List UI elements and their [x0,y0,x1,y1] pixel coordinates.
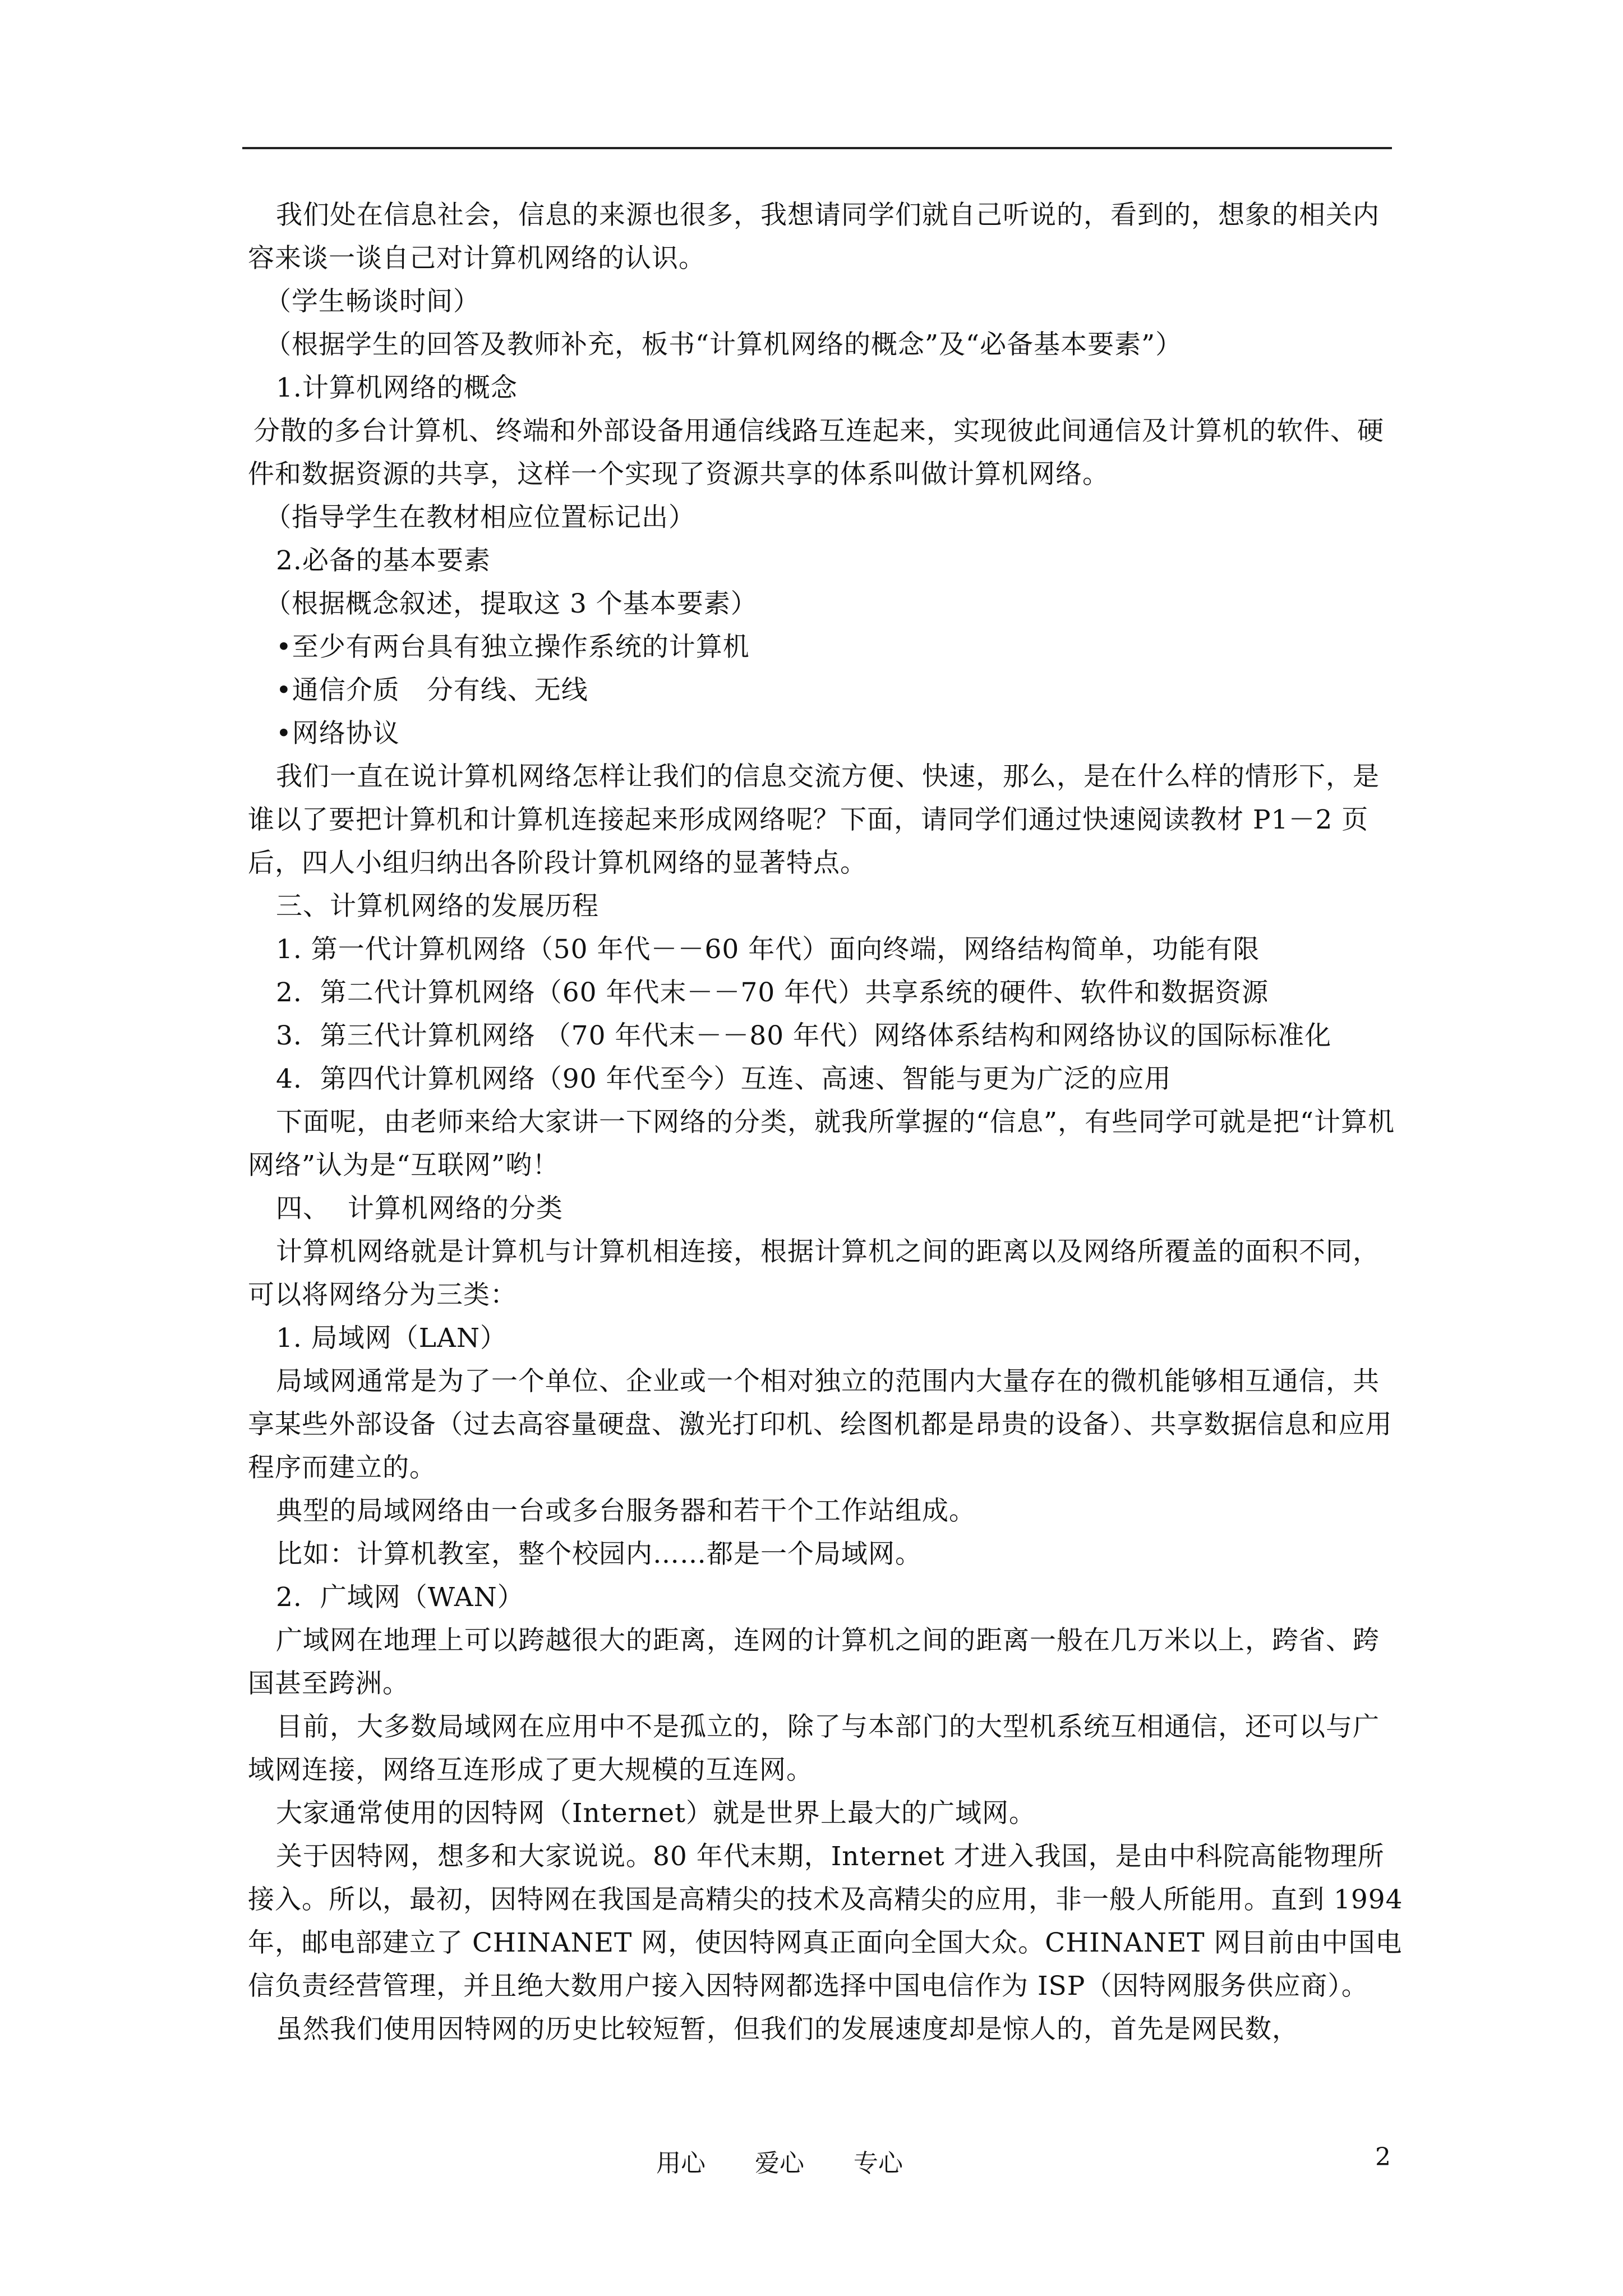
paragraph: 目前，大多数局域网在应用中不是孤立的，除了与本部门的大型机系统互相通信，还可以与广域网连接，网络互连形成了更大规模的互连网。 [248,1711,1380,1786]
list-item: •通信介质 分有线、无线 [276,675,588,706]
section-heading: 1. 局域网（LAN） [276,1323,508,1354]
paragraph: 我们一直在说计算机网络怎样让我们的信息交流方便、快速，那么，是在什么样的情形下，是谁以了要把计算机和计算机连接起来形成网络呢？下面，请同学们通过快速阅读教材 P1－2 页后，四人小组归纳出各阶段计算机网络的显著特点。 [248,761,1380,878]
section-heading: 2. 广域网（WAN） [276,1582,524,1613]
document-body [248,194,1412,2051]
paragraph: （学生畅谈时间） [265,286,480,317]
paragraph: 广域网在地理上可以跨越很大的距离，连网的计算机之间的距离一般在几万米以上，跨省、跨国甚至跨洲。 [248,1625,1380,1699]
list-item: 2. 第二代计算机网络（60 年代末－－70 年代）共享系统的硬件、软件和数据资源 [276,977,1269,1008]
section-heading: 四、 计算机网络的分类 [276,1193,563,1224]
list-item: •至少有两台具有独立操作系统的计算机 [276,632,750,662]
paragraph: 我们处在信息社会，信息的来源也很多，我想请同学们就自己听说的，看到的，想象的相关内容来谈一谈自己对计算机网络的认识。 [248,200,1380,274]
page-number: 2 [1375,2143,1391,2171]
paragraph: 下面呢，由老师来给大家讲一下网络的分类，就我所掌握的“信息”，有些同学可就是把“计算机网络”认为是“互联网”哟！ [248,1107,1395,1181]
paragraph: 比如：计算机教室，整个校园内……都是一个局域网。 [276,1539,922,1570]
section-heading: 1.计算机网络的概念 [276,372,518,403]
list-item: 4. 第四代计算机网络（90 年代至今）互连、高速、智能与更为广泛的应用 [276,1064,1172,1094]
paragraph: 分散的多台计算机、终端和外部设备用通信线路互连起来，实现彼此间通信及计算机的软件、硬件和数据资源的共享，这样一个实现了资源共享的体系叫做计算机网络。 [248,416,1384,490]
page-footer: 用心 爱心 专心 [656,2149,903,2178]
list-item: 1. 第一代计算机网络（50 年代－－60 年代）面向终端，网络结构简单，功能有限 [276,934,1260,965]
list-item: 3. 第三代计算机网络 （70 年代末－－80 年代）网络体系结构和网络协议的国际标准化 [276,1020,1332,1051]
header-rule [242,147,1392,149]
section-heading: 三、计算机网络的发展历程 [276,891,599,922]
paragraph: 关于因特网，想多和大家说说。80 年代末期，Internet 才进入我国，是由中科院高能物理所接入。所以，最初，因特网在我国是高精尖的技术及高精尖的应用，非一般人所能用。直到 1994 年，邮电部建立了 CHINANET 网，使因特网真正面向全国大众。CHINANET 网目前由中国电信负责经营管理，并且绝大数用户接入因特网都选择中国电信作为 ISP（因特网服务供应商）。 [248,1841,1412,2001]
paragraph: （根据学生的回答及教师补充，板书“计算机网络的概念”及“必备基本要素”） [265,329,1183,360]
section-heading: 2.必备的基本要素 [276,545,491,576]
paragraph: 典型的局域网络由一台或多台服务器和若干个工作站组成。 [276,1496,976,1526]
paragraph: 局域网通常是为了一个单位、企业或一个相对独立的范围内大量存在的微机能够相互通信，共享某些外部设备（过去高容量硬盘、激光打印机、绘图机都是昂贵的设备）、共享数据信息和应用程序而建立的。 [248,1366,1393,1483]
paragraph: （根据概念叙述，提取这 3 个基本要素） [265,588,758,619]
paragraph: 虽然我们使用因特网的历史比较短暂，但我们的发展速度却是惊人的，首先是网民数， [276,2014,1299,2045]
list-item: •网络协议 [276,718,400,749]
paragraph: （指导学生在教材相应位置标记出） [265,502,695,533]
paragraph: 计算机网络就是计算机与计算机相连接，根据计算机之间的距离以及网络所覆盖的面积不同，可以将网络分为三类： [248,1236,1380,1310]
paragraph: 大家通常使用的因特网（Internet）就是世界上最大的广域网。 [276,1798,1036,1829]
